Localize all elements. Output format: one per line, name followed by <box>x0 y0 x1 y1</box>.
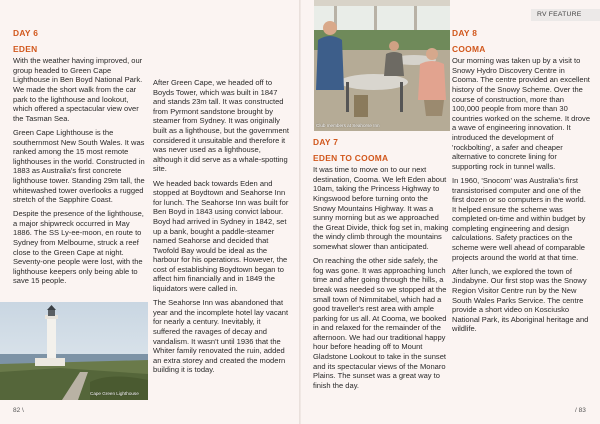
paragraph: With the weather having improved, our group headed to Green Cape Lighthouse in Ben Boyd National Park. We made the short walk from the car park to the lighthouse and lookout, which offered a spectacular view over the Tasman Sea. <box>13 56 143 123</box>
left-column-1 <box>13 29 147 291</box>
eden-heading: EDEN <box>13 43 38 54</box>
day-7-label: DAY 7 <box>313 137 339 147</box>
lighthouse-photo <box>0 302 148 400</box>
left-page <box>0 0 299 424</box>
cooma-heading: COOMA <box>452 43 486 54</box>
paragraph: After Green Cape, we headed off to Boyds Tower, which was built in 1847 and stands 23m tall. It was constructed from Pyrmont sandstone brought by steamer from Sydney. It was originally built as a lighthouse, but the government considered it unsuitable and therefore it was never used as a lighthouse, although it did serve as a whale-spotting site. <box>153 78 289 174</box>
day-6-label: DAY 6 <box>13 28 39 38</box>
paragraph: After lunch, we explored the town of Jindabyne. Our first stop was the Snowy Region Visitor Centre run by the New South Wales Parks Service. The centre provide a short video on Kosciusko National Park, its Aboriginal heritage and wildlife. <box>452 266 589 334</box>
left-column-2 <box>153 78 289 380</box>
photo-caption: Cape Green Lighthouse <box>90 391 139 396</box>
seahorse-inn-photo <box>314 0 450 131</box>
eden-to-cooma-heading: EDEN TO COOMA <box>313 152 389 163</box>
paragraph: We headed back towards Eden and stopped at Boydtown and Seahorse Inn for lunch. The Seahorse Inn was built for Ben Boyd in 1843 using convict labour. Boyd had arrived in Sydney in 1842, set up a bank, bought a paddle-steamer named Seahorse and decided that Twofold Bay would be ideal as the harbour for his operations. However, the cost of establishing Boydtown began to affect him financially and in 1849 the liquidators were called in. <box>153 178 289 294</box>
paragraph: On reaching the other side safely, the fog was gone. It was approaching lunch time and after going through the hills, a break was needed so we stopped at the small town of Nimmitabel, which had a good traveller's rest area with ample parking for us all. At Cooma, we booked in and relaxed for the remainder of the afternoon. We had our traditional happy hour before heading off to Mount Gladstone Lookout to take in the sunset and its spectacular views of the Monaro Plains. The sunset was a great way to finish the day. <box>313 256 447 390</box>
day-8-label: DAY 8 <box>452 28 478 38</box>
paragraph: Green Cape Lighthouse is the southernmost New South Wales. It was ranked among the 15 most remote lighthouses in the world. Constructed in 1883 as Australia's first concrete lighthouse tower. Standing 29m tall, the whitewashed tower overlooks a rugged stretch of the Sapphire Coast. <box>13 127 145 205</box>
paragraph: In 1960, 'Snocom' was Australia's first transistorised computer and one of the first dozen or so computers in the world. It helped ensure the scheme was completed on-time and within budget by completing engineering and design calculations. Safety practices on the scheme were well ahead of comparable projects around the world at that time. <box>452 175 586 262</box>
paragraph: Despite the presence of the lighthouse, a major shipwreck occurred in May 1886. The SS Ly-ee-moon, en route to Sydney from Melbourne, struck a reef close to the Green Cape at night. Seventy-one people were lost, with the lighthouse keepers only being able to save 15 people. <box>13 209 144 286</box>
paragraph: It was time to move on to our next destination, Cooma. We left Eden about 10am, taking the Princess Highway to Kingswood before turning onto the Snowy Mountains Highway. It was a sunny morning but as we approached the Great Divide, thick fog set in, making the windy climb through the mountains somewhat slower than anticipated. <box>313 165 449 251</box>
right-page <box>301 0 600 424</box>
lighthouse-illustration <box>0 302 148 400</box>
group-photo-illustration <box>314 0 450 131</box>
page-number-right: / 83 <box>575 407 586 414</box>
paragraph: The Seahorse Inn was abandoned that year and the incomplete hotel lay vacant for nearly a century. Inevitably, it suffered the ravages of decay and vandalism. It wasn't until 1936 that the Whiter family renovated the ruin, added an extra storey and created the modern building it is today. <box>153 298 289 375</box>
section-badge: RV FEATURE <box>531 9 600 21</box>
page-number-left: 82 \ <box>13 407 24 414</box>
right-column-1 <box>313 138 449 395</box>
right-column-2 <box>452 29 590 339</box>
photo-caption: Club members at Seahorse Inn <box>316 123 380 128</box>
paragraph: Our morning was taken up by a visit to Snowy Hydro Discovery Centre in Cooma. The centre provided an excellent history of the Snowy Scheme. Over the course of construction, more than 100,000 people from more than 30 countries worked on the scheme. It drove a wave of engineering innovation. It introduced the development of 'rockbolting', a safer and cheaper alternative to concrete lining for supporting rock in tunnel walls. <box>452 56 591 171</box>
